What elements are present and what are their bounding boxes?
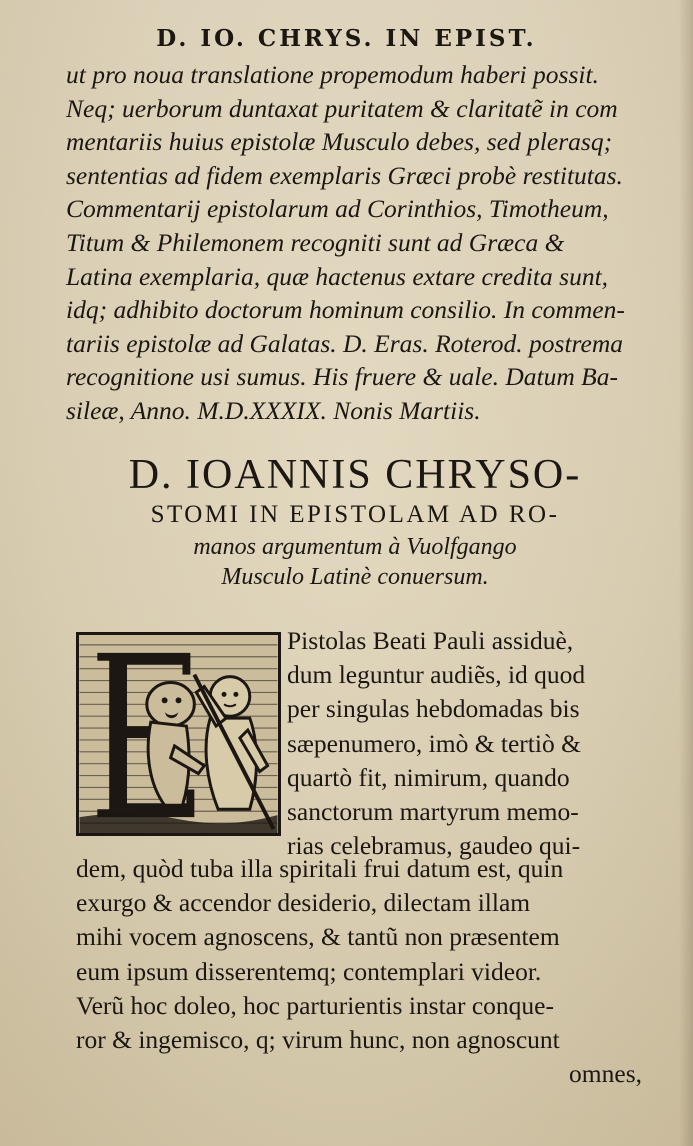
running-head: D. IO. CHRYS. IN EPIST. xyxy=(156,25,537,52)
preface-line: sileæ, Anno. M.D.XXXIX. Nonis Martiis. xyxy=(66,395,481,425)
preface-paragraph xyxy=(66,58,646,428)
body-line: mihi vocem agnoscens, & tantũ non præsentem xyxy=(76,922,560,952)
body-line: ror & ingemisco, q; virum hunc, non agnoscunt xyxy=(76,1025,560,1055)
body-line: exurgo & accendor desiderio, dilectam illam xyxy=(76,888,531,918)
body-line: sæpenumero, imò & tertiò & xyxy=(287,728,581,758)
title-line-3: manos argumentum à Vuolfgango xyxy=(193,534,517,560)
preface-line: Latina exemplaria, quæ hactenus extare credita sunt, xyxy=(66,261,609,291)
body-line: quartò fit, nimirum, quando xyxy=(287,762,570,792)
body-line: per singulas hebdomadas bis xyxy=(287,694,580,724)
preface-line: sententias ad fidem exemplaris Græci probè restitutas. xyxy=(66,160,623,190)
body-text-beside-initial xyxy=(287,624,647,863)
title-line-1: D. IOANNIS CHRYSO- xyxy=(128,452,582,498)
preface-line: recognitione usi sumus. His fruere & uale. Datum Ba- xyxy=(66,362,618,392)
body-line: rias celebramus, gaudeo qui- xyxy=(287,831,581,861)
title-line-2: STOMI IN EPISTOLAM AD RO- xyxy=(150,501,560,528)
body-line: eum ipsum disserentemq; contemplari videor. xyxy=(76,956,542,986)
decorated-initial-e xyxy=(76,632,281,836)
preface-line: idq; adhibito doctorum hominum consilio. In commen- xyxy=(66,295,625,325)
title-line-4: Musculo Latinè conuersum. xyxy=(221,564,489,590)
body-line: sanctorum martyrum memo- xyxy=(287,797,579,827)
body-line: dem, quòd tuba illa spiritali frui datum est, quin xyxy=(76,854,564,883)
preface-line: Neq; uerborum duntaxat puritatem & claritatẽ in com xyxy=(66,93,618,123)
preface-line: Titum & Philemonem recogniti sunt ad Græca & xyxy=(66,227,565,257)
section-title xyxy=(60,452,650,592)
body-line: Verũ hoc doleo, hoc parturientis instar conque- xyxy=(76,990,554,1020)
preface-line: ut pro noua translatione propemodum haberi possit. xyxy=(66,60,599,89)
preface-line: Commentarij epistolarum ad Corinthios, Timotheum, xyxy=(66,194,609,224)
preface-line: tariis epistolæ ad Galatas. D. Eras. Roterod. postrema xyxy=(66,328,624,358)
body-text-full-width xyxy=(76,852,648,1091)
initial-letter xyxy=(79,635,278,833)
body-line: Pistolas Beati Pauli assiduè, xyxy=(287,626,574,655)
preface-line: mentariis huius epistolæ Musculo debes, sed plerasq; xyxy=(66,127,613,157)
body-line: dum leguntur audiẽs, id quod xyxy=(287,660,586,690)
catchword: omnes, xyxy=(569,1059,642,1089)
